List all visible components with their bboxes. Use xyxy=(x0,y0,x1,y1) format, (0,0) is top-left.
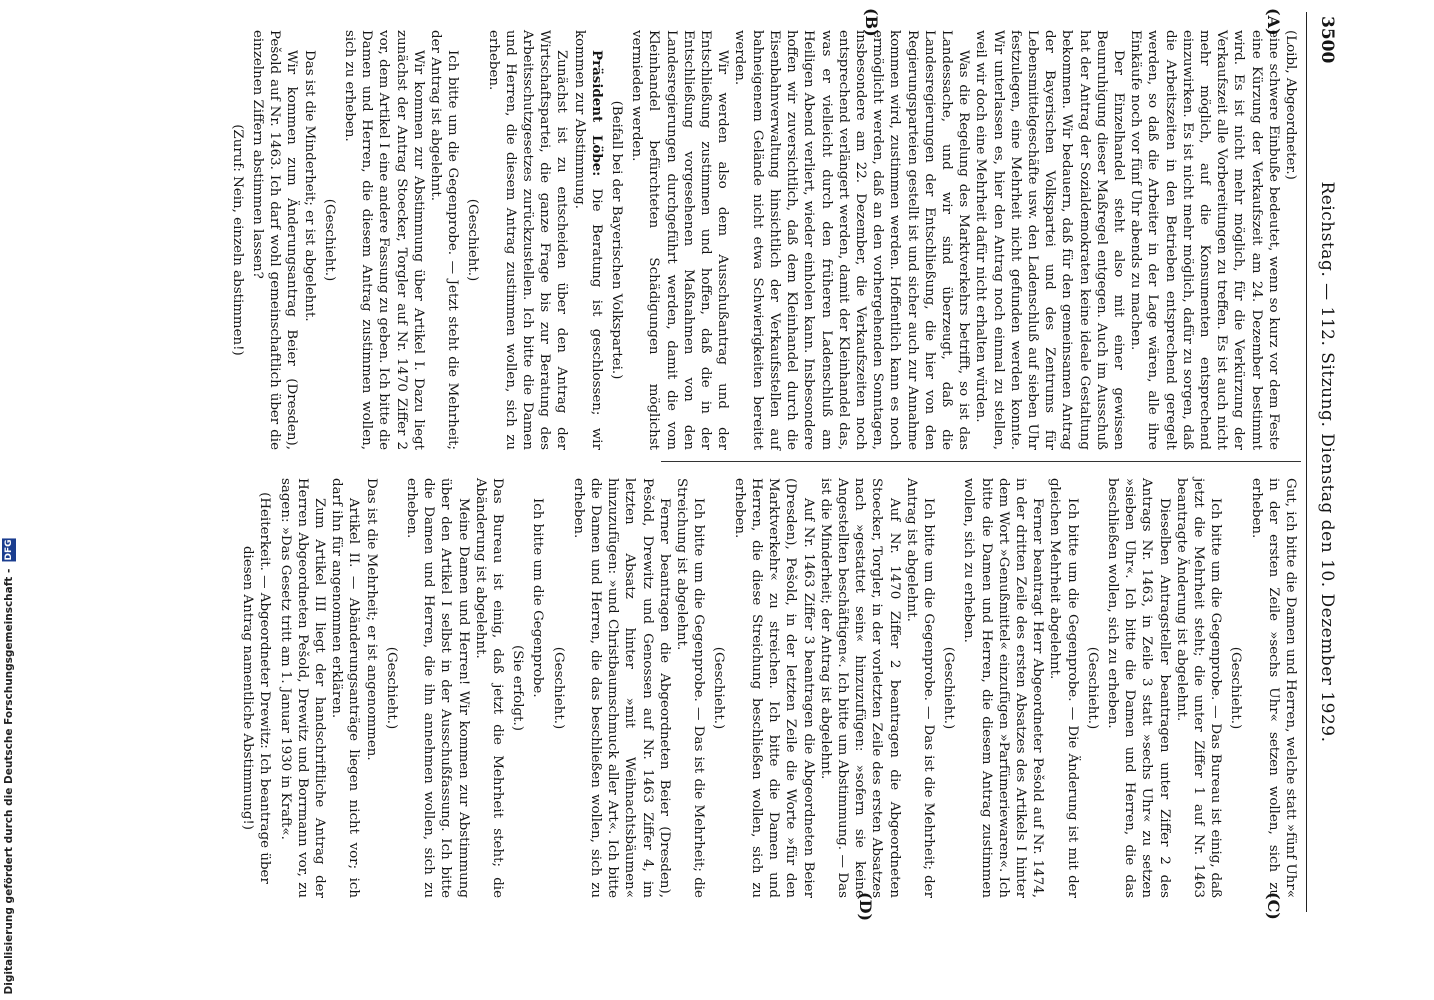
left-column-paragraph: Was die Regelung des Marktverkehrs betrifft, so ist das Landessache, und wir sind überzeugt, daß die Landesregierungen der Entschließung, die hier von den Regierungsparteien gestellt ist und sicher auch zur Annahme kommen wird, zustimmen werden. Hoffentlich kann es noch ermöglicht werden, daß an den vorhergehenden Sonntagen, insbesondere am 22. Dezember, die Verkaufszeiten noch entsprechend verlängert werden, damit der Kleinhandel das, was er vielleicht durch den früheren Ladenschluß am Heiligen Abend verliert, wieder einholen kann. Insbesondere hoffen wir zuversichtlich, daß dem Kleinhandel durch die Eisenbahnverwaltung hinsichtlich der Verkaufsstellen auf bahneigenem Gelände nicht etwa Schwierigkeiten bereitet werden. xyxy=(732,30,972,450)
right-column-paragraph: Ferner beantragen die Abgeordneten Beier (Dresden), Pešold, Drewitz und Genossen auf Nr. 1463 Ziffer 4, im letzten Absatz hinter »mit Weihnachtsbäumen« hinzuzufügen: »und Christbaumschmuck aller Art«. Ich bitte die Damen und Herren, die das beschließen wollen, sich zu erheben. xyxy=(570,478,672,898)
right-column-paragraph: Artikel II. — Abänderungsanträge liegen nicht vor; ich darf ihn für angenommen erklären. xyxy=(329,478,362,898)
right-column-paragraph: Dieselben Antragsteller beantragen unter Ziffer 2 des Antrags Nr. 1463, in Zeile 3 statt »sechs Uhr« zu setzen »sieben Uhr«. Ich bitte die Damen und Herren, die das beschließen wollen, sich zu erheben. xyxy=(1104,478,1172,898)
right-column-paragraph: Ich bitte um die Gegenprobe. — Das ist die Mehrheit; der Antrag ist abgelehnt. xyxy=(903,478,936,898)
left-column-paragraph: Wir kommen zum Änderungsantrag Beier (Dresden), Pešold auf Nr. 1463. Ich darf wohl gemeinschaftlich über die einzelnen Ziffern abstimmen lassen? xyxy=(250,30,300,450)
right-column-paragraph: (Geschieht.) xyxy=(711,646,727,730)
dfg-logo: DFG xyxy=(4,538,14,560)
right-column-paragraph: (Sie erfolgt.) xyxy=(510,645,526,731)
right-column-paragraph: Zum Artikel III liegt der handschriftliche Antrag der Herren Abgeordneten Pešold, Drewitz und Borrmann vor, zu sagen: »Das Gesetz tritt am 1. Januar 1930 in Kraft«. xyxy=(277,478,328,898)
right-text-column xyxy=(236,478,1299,898)
right-column-paragraph: Das Bureau ist einig, daß jetzt die Mehrheit steht; die Abänderung ist abgelehnt. xyxy=(472,478,506,898)
left-column-paragraph: Das ist die Minderheit; er ist abgelehnt. xyxy=(301,50,317,322)
rotated-document-page xyxy=(103,8,1343,922)
left-column-paragraph: (Geschieht.) xyxy=(321,198,337,282)
left-column-paragraph: (Zuruf: Nein, einzeln abstimmen!) xyxy=(229,124,245,356)
digitization-credit xyxy=(2,538,16,994)
margin-marker-a: (A) xyxy=(1264,8,1283,36)
credit-text: Digitalisierung gefördert durch die Deutsche Forschungsgemeinschaft - xyxy=(3,568,15,994)
left-column-paragraph: (Beifall bei der Bayerischen Volkspartei.) xyxy=(609,100,625,380)
speaker-name: Präsident Löbe: xyxy=(588,50,605,177)
right-column-paragraph: Ich bitte um die Gegenprobe. — Die Änderung ist mit der gleichen Mehrheit abgelehnt. xyxy=(1047,478,1080,898)
left-column-paragraph: eine schwere Einbuße bedeutet, wenn so kurz vor dem Feste eine Kürzung der Verkaufszeit am 24. Dezember bestimmt wird. Es ist nicht mehr möglich, für die Verkürzung der Verkaufszeit alle Vorbereitungen zu treffen. Es ist auch nicht mehr möglich, auf die Konsumenten entsprechend einzuwirken. Es ist nicht mehr möglich, dafür zu sorgen, daß die Arbeitszeiten in den Betrieben entsprechend geregelt werden, so daß die Arbeiter in der Lage wären, alle ihre Einkäufe noch vor fünf Uhr abends zu machen. xyxy=(1128,30,1281,450)
right-column-paragraph: Meine Damen und Herren! Wir kommen zur Abstimmung über den Artikel I selbst in der Ausschußfassung. Ich bitte die Damen und Herren, die ihn annehmen wollen, sich zu erheben. xyxy=(404,478,471,898)
left-column-paragraph: (Loibl, Abgeordneter.) xyxy=(1283,30,1298,180)
page-running-title: Reichstag. — 112. Sitzung. Dienstag den 10. Dezember 1929. xyxy=(1317,181,1337,743)
right-column-paragraph: Auf Nr. 1463 Ziffer 3 beantragen die Abgeordneten Beier (Dresden), Pešold, in der letzten Zeile die Worte »für den Marktverkehr« zu streichen. Ich bitte die Damen und Herren, die diese Streichung beschließen wollen, sich zu erheben. xyxy=(731,478,816,898)
left-column-paragraph: (Geschieht.) xyxy=(465,198,481,282)
margin-marker-d: (D) xyxy=(856,892,875,922)
right-column-paragraph: (Geschieht.) xyxy=(383,646,399,730)
left-column-paragraph: Zunächst ist zu entscheiden über den Antrag der Wirtschaftspartei, die ganze Frage bis zur Beratung des Arbeitsschutzgesetzes zurückzustellen. Ich bitte die Damen und Herren, die diesem Antrag zustimmen wollen, sich zu erheben. xyxy=(485,30,570,450)
right-column-paragraph: Das ist die Mehrheit; er ist angenommen. xyxy=(363,478,379,761)
left-column-paragraph: Wir werden also dem Ausschußantrag und der Entschließung zustimmen und hoffen, daß die in der Entschließung vorgesehenen Maßnahmen von den Landesregierungen durchgeführt werden, damit die vom Kleinhandel befürchteten Schädigungen möglichst vermieden werden. xyxy=(629,30,731,450)
right-column-paragraph: (Heiterkeit. — Abgeordneter Drewitz: Ich beantrage über diesen Antrag namentliche Abstimmung!) xyxy=(240,492,273,884)
margin-marker-b: (B) xyxy=(862,8,881,37)
right-column-paragraph: (Geschieht.) xyxy=(1084,646,1100,730)
right-column-paragraph: (Geschieht.) xyxy=(1228,646,1244,730)
right-column-paragraph: (Geschieht.) xyxy=(550,646,566,730)
left-text-column xyxy=(226,30,1299,450)
right-column-paragraph: Auf Nr. 1470 Ziffer 2 beantragen die Abgeordneten Stoecker, Torgler, in der vorletzten Zeile des ersten Absatzes nach »gestattet sein« hinzuzufügen: »sofern sie keine Angestellten beschäftigen«. Ich bitte um Abstimmung. — Das ist die Minderheit; der Antrag ist abgelehnt. xyxy=(817,478,902,898)
column-divider xyxy=(661,461,1301,462)
page-number: 3500 xyxy=(1317,16,1337,64)
left-column-paragraph: Präsident Löbe: Die Beratung ist geschlossen; wir kommen zur Abstimmung. xyxy=(571,30,605,450)
right-column-paragraph: Ferner beantragt Herr Abgeordneter Pešold auf Nr. 1474, in der dritten Zeile des ersten Absatzes des Artikels I hinter dem Wort »Genußmittel« einzufügen »Parfümeriewaren«. Ich bitte die Damen und Herren, die diesem Antrag zustimmen wollen, sich zu erheben. xyxy=(961,478,1046,898)
margin-marker-c: (C) xyxy=(1264,892,1283,920)
right-column-paragraph: (Geschieht.) xyxy=(941,646,957,730)
right-column-paragraph: Ich bitte um die Gegenprobe. — Das ist die Mehrheit; die Streichung ist abgelehnt. xyxy=(674,478,707,898)
left-column-paragraph: Wir kommen zur Abstimmung über Artikel I. Dazu liegt zunächst der Antrag Stoecker, Torgler auf Nr. 1470 Ziffer 2 vor, dem Artikel I eine andere Fassung zu geben. Ich bitte die Damen und Herren, die diesem Antrag zustimmen wollen, sich zu erheben. xyxy=(342,30,426,450)
right-column-paragraph: Ich bitte um die Gegenprobe. xyxy=(530,498,546,698)
right-column-paragraph: Gut, ich bitte die Damen und Herren, welche statt »fünf Uhr« in der ersten Zeile »sechs Uhr« setzen wollen, sich zu erheben. xyxy=(1248,478,1298,898)
left-column-paragraph: Der Einzelhandel steht also mit einer gewissen Beunruhigung dieser Maßregel entgegen. Auch im Ausschuß hat der Antrag der Sozialdemokraten keine ideale Gestaltung bekommen. Wir bedauern, daß für den gemeinsamen Antrag der Bayerischen Volkspartei und des Zentrums für Lebensmittelgeschäfte usw. den Ladenschluß auf sieben Uhr festzulegen, eine Mehrheit nicht gefunden werden konnte. Wir unterlassen es, hier den Antrag noch einmal zu stellen, weil wir doch eine Mehrheit dafür nicht erhalten würden. xyxy=(973,30,1126,450)
page-header xyxy=(1306,12,1343,912)
right-column-paragraph: Ich bitte um die Gegenprobe. — Das Bureau ist einig, daß jetzt die Mehrheit steht; die unter Ziffer 1 auf Nr. 1463 beantragte Änderung ist abgelehnt. xyxy=(1173,478,1224,898)
left-column-paragraph: Ich bitte um die Gegenprobe. — Jetzt steht die Mehrheit; der Antrag ist abgelehnt. xyxy=(428,30,461,450)
